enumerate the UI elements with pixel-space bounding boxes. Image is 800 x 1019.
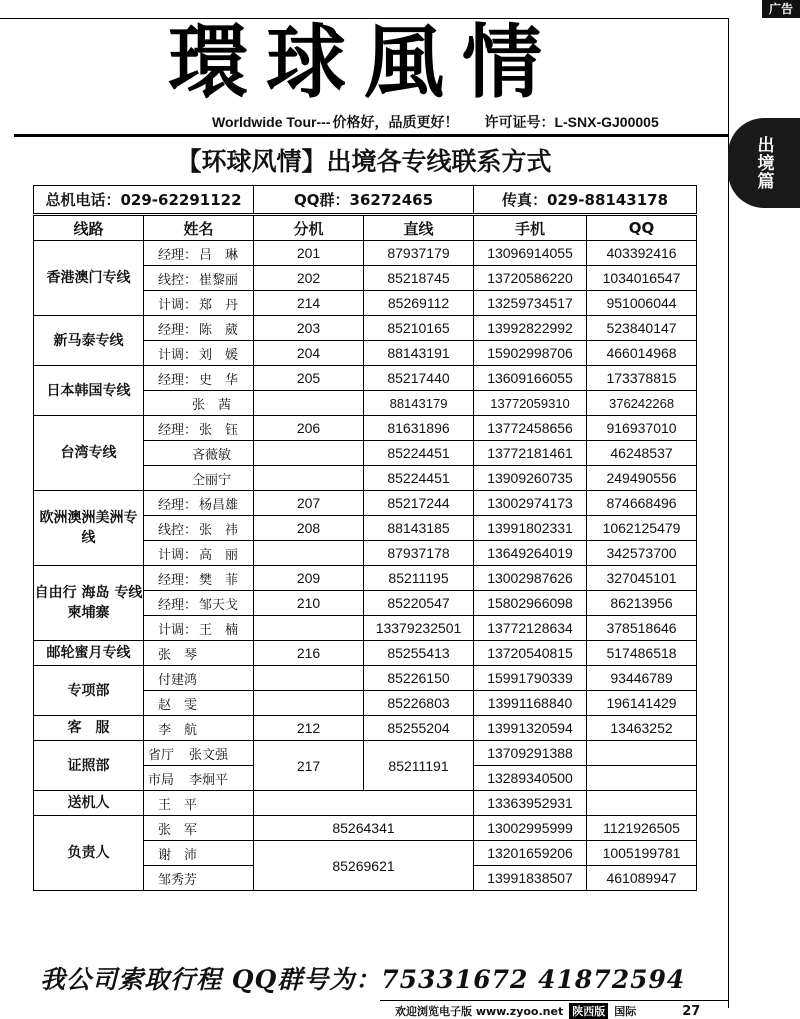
edition-badge: 陕西版	[569, 1003, 608, 1019]
route-cell: 负责人	[34, 816, 144, 891]
qq-number: 1062125479	[587, 516, 697, 541]
extension: 208	[254, 516, 364, 541]
role: 计调：	[158, 547, 198, 563]
name-cell	[144, 316, 254, 341]
direct-line: 85226803	[364, 691, 474, 716]
qq-number: 517486518	[587, 641, 697, 666]
mobile: 15991790339	[474, 666, 587, 691]
direct-line: 85217244	[364, 491, 474, 516]
route-cell: 香港澳门专线	[34, 241, 144, 316]
role: 经理：	[158, 597, 198, 613]
mobile: 13002974173	[474, 491, 587, 516]
route-cell: 日本韩国专线	[34, 366, 144, 416]
direct-line: 85269112	[364, 291, 474, 316]
qq-number	[587, 791, 697, 816]
route-cell: 欧洲澳洲美洲专线	[34, 491, 144, 566]
qq-number: 523840147	[587, 316, 697, 341]
person-name: 付建鸿	[158, 672, 198, 688]
extension: 206	[254, 416, 364, 441]
direct-line: 81631896	[364, 416, 474, 441]
fax: 传真：029-88143178	[474, 186, 697, 215]
person-name: 邹天戈	[199, 597, 239, 613]
table-row	[34, 416, 697, 441]
direct-line: 85211195	[364, 566, 474, 591]
name-cell	[144, 566, 254, 591]
mobile: 15802966098	[474, 591, 587, 616]
extension: 210	[254, 591, 364, 616]
qq-group: QQ群：36272465	[254, 186, 474, 215]
extension	[254, 541, 364, 566]
person-name: 邹秀芳	[158, 872, 198, 888]
mobile: 13720540815	[474, 641, 587, 666]
person-name: 李炯平	[189, 772, 229, 788]
extension: 201	[254, 241, 364, 266]
license-number: 许可证号：L-SNX-GJ00005	[484, 114, 659, 130]
name-cell	[144, 866, 254, 891]
subtitle-tagline: 价格好，品质更好！	[332, 115, 459, 131]
extension: 202	[254, 266, 364, 291]
table-row	[34, 816, 697, 841]
qq-number: 1034016547	[587, 266, 697, 291]
role: 市局	[148, 772, 188, 788]
name-cell	[144, 416, 254, 441]
footer-browse: 欢迎浏览电子版 www.zyoo.net	[395, 1005, 564, 1018]
page-title: 【环球风情】出境各专线联系方式	[176, 147, 552, 176]
main-phone: 总机电话：029-62291122	[34, 186, 254, 215]
brand-logo: 環球風情	[168, 15, 560, 109]
qq-number: 93446789	[587, 666, 697, 691]
direct-line: 85224451	[364, 441, 474, 466]
person-name: 史 华	[199, 372, 239, 388]
mobile: 13609166055	[474, 366, 587, 391]
person-name: 谢 沛	[158, 847, 198, 863]
name-cell	[144, 641, 254, 666]
office-phone: 85269621	[254, 841, 474, 891]
col-header: 分机	[254, 215, 364, 241]
person-name: 李 航	[158, 722, 198, 738]
name-cell	[144, 466, 254, 491]
route-cell: 新马泰专线	[34, 316, 144, 366]
qq-number: 466014968	[587, 341, 697, 366]
mobile: 13259734517	[474, 291, 587, 316]
direct-line: 85210165	[364, 316, 474, 341]
qq-number: 327045101	[587, 566, 697, 591]
extension	[254, 441, 364, 466]
person-name: 崔黎丽	[199, 272, 239, 288]
person-name: 杨昌雄	[199, 497, 239, 513]
col-header: 姓名	[144, 215, 254, 241]
mobile: 13992822992	[474, 316, 587, 341]
direct-line: 85220547	[364, 591, 474, 616]
mobile: 13772181461	[474, 441, 587, 466]
extension	[254, 466, 364, 491]
person-name: 张 钰	[199, 422, 239, 438]
subtitle-en: Worldwide Tour---	[212, 114, 331, 130]
table-row	[34, 316, 697, 341]
ad-tag: 广告	[762, 0, 800, 18]
person-name: 赵 雯	[158, 697, 198, 713]
qq-number: 86213956	[587, 591, 697, 616]
person-name: 王 平	[158, 797, 198, 813]
col-header: QQ	[587, 215, 697, 241]
name-cell	[144, 441, 254, 466]
direct-line: 87937179	[364, 241, 474, 266]
name-cell	[144, 491, 254, 516]
person-name: 张 祎	[199, 522, 239, 538]
qq-number: 1005199781	[587, 841, 697, 866]
mobile: 13002987626	[474, 566, 587, 591]
itinerary-qq-note: 我公司索取行程 QQ群号为：75331672 41872594	[40, 965, 686, 994]
mobile: 13991320594	[474, 716, 587, 741]
table-row	[34, 666, 697, 691]
header-row	[34, 215, 697, 241]
role: 计调：	[158, 622, 198, 638]
extension: 212	[254, 716, 364, 741]
section-tab-label: 出境篇	[753, 136, 774, 190]
direct-line: 85255204	[364, 716, 474, 741]
mobile: 15902998706	[474, 341, 587, 366]
person-name: 刘 媛	[199, 347, 239, 363]
person-name: 高 丽	[199, 547, 239, 563]
table-row	[34, 241, 697, 266]
mobile: 13363952931	[474, 791, 587, 816]
direct-line: 85224451	[364, 466, 474, 491]
table-row	[34, 491, 697, 516]
role: 经理：	[158, 322, 198, 338]
role: 线控：	[158, 272, 198, 288]
section-tab	[728, 118, 800, 208]
office-phone: 85264341	[254, 816, 474, 841]
extension	[254, 616, 364, 641]
mobile: 13709291388	[474, 741, 587, 766]
contact-table	[33, 185, 697, 891]
route-cell: 台湾专线	[34, 416, 144, 491]
qq-number: 249490556	[587, 466, 697, 491]
person-name: 仝丽宁	[192, 472, 232, 488]
direct-line: 88143185	[364, 516, 474, 541]
qq-number: 378518646	[587, 616, 697, 641]
name-cell	[144, 266, 254, 291]
name-cell	[144, 591, 254, 616]
direct-line: 85226150	[364, 666, 474, 691]
mobile: 13649264019	[474, 541, 587, 566]
direct-line: 85255413	[364, 641, 474, 666]
name-cell	[144, 391, 254, 416]
qq-number	[587, 766, 697, 791]
qq-number: 342573700	[587, 541, 697, 566]
col-header: 直线	[364, 215, 474, 241]
role: 计调：	[158, 297, 198, 313]
mobile: 13991838507	[474, 866, 587, 891]
qq-number: 13463252	[587, 716, 697, 741]
role: 省厅	[148, 747, 188, 763]
name-cell	[144, 816, 254, 841]
name-cell	[144, 716, 254, 741]
name-cell	[144, 516, 254, 541]
name-cell	[144, 241, 254, 266]
person-name: 张 琴	[158, 647, 198, 663]
mobile: 13991168840	[474, 691, 587, 716]
extension	[254, 391, 364, 416]
name-cell	[144, 291, 254, 316]
table-row	[34, 566, 697, 591]
extension: 209	[254, 566, 364, 591]
direct-line: 85217440	[364, 366, 474, 391]
role: 经理：	[158, 422, 198, 438]
route-cell: 客 服	[34, 716, 144, 741]
route-cell: 邮轮蜜月专线	[34, 641, 144, 666]
mobile: 13772128634	[474, 616, 587, 641]
footer	[395, 1003, 700, 1019]
qq-number: 916937010	[587, 416, 697, 441]
qq-number: 376242268	[587, 391, 697, 416]
person-name: 樊 菲	[199, 572, 239, 588]
extension: 203	[254, 316, 364, 341]
role: 经理：	[158, 497, 198, 513]
mobile: 13289340500	[474, 766, 587, 791]
qq-number: 1121926505	[587, 816, 697, 841]
name-cell	[144, 541, 254, 566]
person-name: 张 茜	[192, 397, 232, 413]
extension: 205	[254, 366, 364, 391]
empty-cell	[254, 791, 474, 816]
direct-line: 13379232501	[364, 616, 474, 641]
col-header: 线路	[34, 215, 144, 241]
qq-number	[587, 741, 697, 766]
person-name: 陈 葳	[199, 322, 239, 338]
extension: 217	[254, 741, 364, 791]
direct-line: 87937178	[364, 541, 474, 566]
mobile: 13991802331	[474, 516, 587, 541]
mobile: 13720586220	[474, 266, 587, 291]
name-cell	[144, 616, 254, 641]
role: 线控：	[158, 522, 198, 538]
direct-line: 88143191	[364, 341, 474, 366]
col-header: 手机	[474, 215, 587, 241]
person-name: 吕 琳	[199, 247, 239, 263]
qq-number: 951006044	[587, 291, 697, 316]
extension	[254, 666, 364, 691]
table-row	[34, 741, 697, 766]
summary-row	[34, 186, 697, 215]
mobile: 13909260735	[474, 466, 587, 491]
name-cell	[144, 366, 254, 391]
name-cell	[144, 766, 254, 791]
table-row	[34, 366, 697, 391]
table-row	[34, 791, 697, 816]
qq-number: 874668496	[587, 491, 697, 516]
person-name: 张 军	[158, 822, 198, 838]
table-row	[34, 641, 697, 666]
footer-rule	[380, 1000, 728, 1001]
subtitle	[212, 112, 659, 132]
name-cell	[144, 341, 254, 366]
qq-number: 46248537	[587, 441, 697, 466]
qq-number: 403392416	[587, 241, 697, 266]
role: 经理：	[158, 247, 198, 263]
route-cell: 送机人	[34, 791, 144, 816]
direct-line: 85218745	[364, 266, 474, 291]
extension: 216	[254, 641, 364, 666]
footer-section: 国际	[614, 1005, 637, 1018]
name-cell	[144, 666, 254, 691]
mobile: 13002995999	[474, 816, 587, 841]
extension: 214	[254, 291, 364, 316]
extension: 204	[254, 341, 364, 366]
extension: 207	[254, 491, 364, 516]
page-number: 27	[682, 1003, 701, 1019]
qq-number: 461089947	[587, 866, 697, 891]
person-name: 吝薇敏	[192, 447, 232, 463]
route-cell: 专项部	[34, 666, 144, 716]
mobile: 13201659206	[474, 841, 587, 866]
direct-line: 88143179	[364, 391, 474, 416]
role: 计调：	[158, 347, 198, 363]
role: 经理：	[158, 572, 198, 588]
name-cell	[144, 791, 254, 816]
mobile: 13772458656	[474, 416, 587, 441]
extension	[254, 691, 364, 716]
route-cell: 自由行 海岛 专线 柬埔寨	[34, 566, 144, 641]
role: 经理：	[158, 372, 198, 388]
name-cell	[144, 691, 254, 716]
direct-line: 85211191	[364, 741, 474, 791]
name-cell	[144, 741, 254, 766]
person-name: 郑 丹	[199, 297, 239, 313]
qq-number: 196141429	[587, 691, 697, 716]
mobile: 13096914055	[474, 241, 587, 266]
name-cell	[144, 841, 254, 866]
table-row	[34, 716, 697, 741]
mobile: 13772059310	[474, 391, 587, 416]
person-name: 张文强	[189, 747, 229, 763]
person-name: 王 楠	[199, 622, 239, 638]
route-cell: 证照部	[34, 741, 144, 791]
divider	[14, 134, 728, 137]
qq-number: 173378815	[587, 366, 697, 391]
